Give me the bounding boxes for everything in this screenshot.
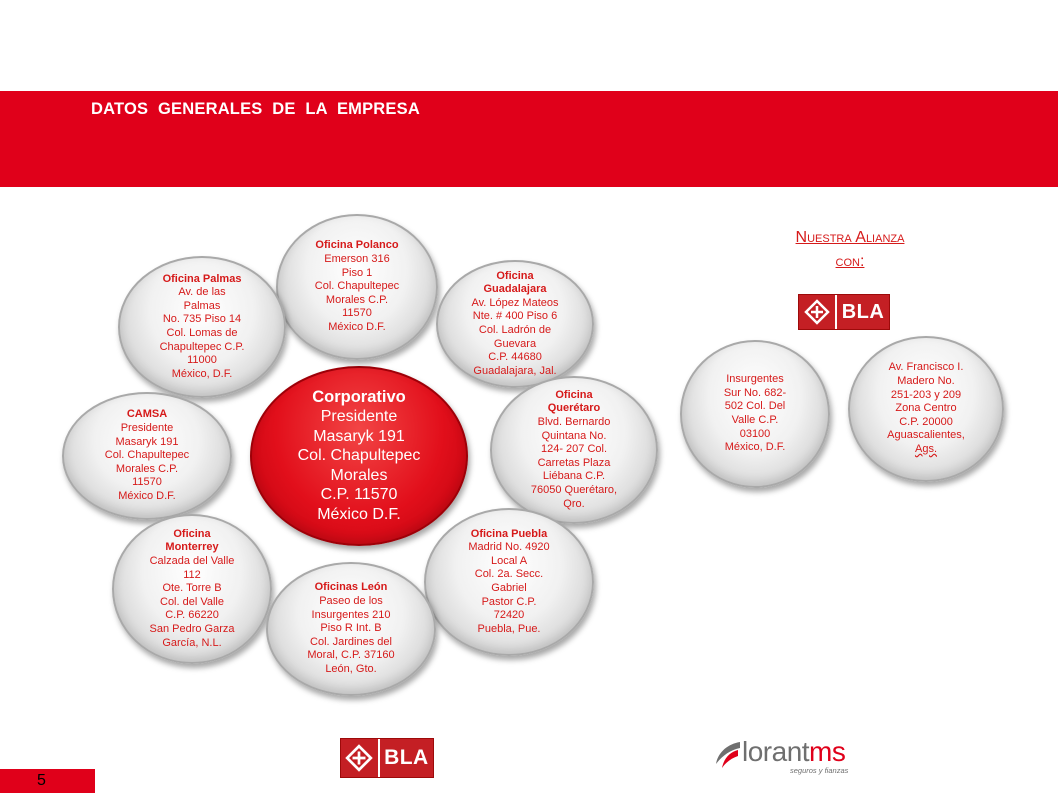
bubble-line: Av. López Mateos — [471, 296, 559, 309]
bubble-line: México D.F. — [118, 489, 176, 502]
bubble-line: Col. Chapultepec — [104, 449, 190, 462]
bubble-line: Aguascalientes, — [887, 429, 965, 442]
bubble-line: México D.F. — [328, 320, 386, 333]
bubble-line: Morales — [330, 466, 388, 484]
bubble-line: 11570 — [132, 476, 162, 489]
bubble-line: Sur No. 682- — [723, 386, 787, 399]
bubble-line: Insurgentes — [726, 373, 784, 386]
bubble-line: Quintana No. — [541, 429, 607, 442]
bubble-line: 03100 — [739, 427, 771, 440]
lorant-wordmark: lorantms — [742, 736, 846, 767]
bla-logo — [798, 294, 890, 330]
bubble-line: Palmas — [183, 299, 221, 312]
bubble-line: Madrid No. 4920 — [468, 541, 550, 554]
bubble-corporativo — [250, 366, 468, 546]
bubble-line: Qro. — [563, 497, 585, 510]
bubble-title: Oficina — [173, 527, 211, 540]
bubble-line: Presidente — [120, 422, 174, 435]
bubble-line: Col. Chapultepec — [297, 447, 421, 465]
bubble-line: Ags. — [914, 442, 937, 455]
bubble-line: Presidente — [320, 408, 398, 426]
bubble-line: Col. Ladrón de — [478, 324, 552, 336]
bubble-line: Ote. Torre B — [162, 582, 222, 595]
bubble-line: San Pedro Garza — [149, 622, 235, 635]
bla-logo-text: BLA — [841, 300, 885, 323]
bubble-line: Paseo de los — [319, 595, 383, 608]
bubble-line: 112 — [183, 568, 201, 581]
bubble-queretaro — [490, 376, 658, 524]
lorant-logo — [712, 736, 872, 776]
bubble-title: Oficina Puebla — [470, 527, 548, 540]
bubble-line: Emerson 316 — [324, 253, 390, 266]
bubble-line: Col. del Valle — [160, 595, 224, 608]
bubble-line: Col. Lomas de — [166, 327, 238, 339]
bubble-bla-insurgentes — [680, 340, 830, 488]
bubble-line: Guadalajara, Jal. — [473, 364, 557, 377]
bubble-line: García, N.L. — [162, 636, 222, 649]
bubble-line: Morales C.P. — [325, 293, 389, 306]
bubble-title: Guadalajara — [483, 283, 547, 296]
bla-logo-text: BLA — [384, 746, 429, 769]
bubble-monterrey — [112, 514, 272, 664]
page-title: DATOS GENERALES DE LA EMPRESA — [91, 100, 420, 118]
bubble-title: CAMSA — [126, 408, 168, 421]
bubble-line: Masaryk 191 — [115, 435, 179, 448]
bubble-title: Oficina — [555, 388, 593, 401]
bubble-line: Chapultepec C.P. — [159, 340, 245, 353]
bubble-line: No. 735 Piso 14 — [162, 313, 242, 326]
bubble-bla-aguascalientes — [848, 336, 1004, 482]
bubble-line: C.P. 44680 — [488, 351, 542, 364]
bubble-guadalajara — [436, 260, 594, 388]
bubble-line: Av. Francisco I. — [888, 361, 964, 374]
bubble-line: Carretas Plaza — [537, 456, 611, 469]
page-number: 5 — [0, 769, 95, 793]
bubble-title: Oficinas León — [314, 581, 388, 594]
bubble-line: Valle C.P. — [731, 414, 779, 426]
bubble-line: Guevara — [493, 337, 537, 350]
footer-bla-logo — [340, 738, 434, 778]
bubble-line: Col. Jardines del — [310, 635, 392, 648]
bubble-line: Piso 1 — [341, 266, 373, 279]
bubble-line: Piso R Int. B — [320, 622, 382, 635]
bubble-line: 124- 207 Col. — [540, 443, 608, 456]
bubble-palmas — [118, 256, 286, 398]
bubble-line: Nte. # 400 Piso 6 — [472, 310, 558, 323]
lorant-swoosh-icon — [712, 738, 744, 772]
bubble-line: 72420 — [493, 609, 525, 622]
bubble-line: Col. Chapultepec — [314, 280, 400, 293]
bubble-line: Blvd. Bernardo — [537, 416, 611, 429]
bubble-line: Morales C.P. — [115, 462, 179, 475]
bubble-line: C.P. 20000 — [899, 415, 953, 428]
bubble-camsa — [62, 392, 232, 520]
bubble-line: C.P. 66220 — [165, 609, 219, 622]
alianza-heading — [700, 226, 1000, 274]
alianza-heading-line: con: — [835, 253, 865, 270]
bubble-title: Querétaro — [547, 402, 601, 415]
bubble-line: Moral, C.P. 37160 — [307, 649, 395, 662]
lorant-tagline: seguros y fianzas — [790, 766, 849, 775]
bubble-title: Monterrey — [165, 541, 219, 554]
bubble-line: México, D.F. — [724, 441, 786, 454]
bubble-line: Masaryk 191 — [313, 427, 405, 445]
bubble-line: 502 Col. Del — [724, 400, 786, 413]
bubble-line: 76050 Querétaro, — [530, 483, 618, 496]
alianza-heading-line: Nuestra Alianza — [795, 229, 905, 246]
bubble-line: Pastor C.P. — [481, 595, 537, 608]
bubble-line: 11000 — [187, 354, 217, 367]
bubble-line: 251-203 y 209 — [890, 388, 962, 401]
bubble-title: Corporativo — [312, 387, 406, 406]
bubble-line: Av. de las — [178, 286, 226, 299]
bubble-line: Local A — [490, 554, 528, 567]
bubble-title: Oficina — [496, 269, 534, 282]
bubble-line: México, D.F. — [171, 367, 233, 380]
bubble-title: Oficina Palmas — [162, 272, 242, 285]
bubble-line: Insurgentes 210 — [311, 608, 391, 621]
bubble-line: Gabriel — [491, 582, 527, 594]
bubble-line: C.P. 11570 — [320, 486, 398, 504]
bubble-line: Zona Centro — [895, 402, 957, 415]
bubble-line: León, Gto. — [325, 662, 377, 675]
bubble-title: Oficina Polanco — [315, 239, 399, 252]
bubble-line: Madero No. — [897, 375, 955, 388]
bla-emblem-icon — [799, 295, 837, 329]
bubble-line: 11570 — [342, 307, 372, 320]
bubble-line: Liébana C.P. — [542, 470, 606, 483]
bubble-puebla — [424, 508, 594, 656]
bubble-line: Col. 2a. Secc. — [474, 568, 544, 581]
bubble-line: Calzada del Valle — [149, 555, 235, 568]
bubble-polanco — [276, 214, 438, 360]
bubble-line: México D.F. — [317, 505, 401, 523]
bla-emblem-icon — [341, 739, 380, 777]
bubble-leon — [266, 562, 436, 696]
bubble-line: Puebla, Pue. — [477, 622, 541, 635]
